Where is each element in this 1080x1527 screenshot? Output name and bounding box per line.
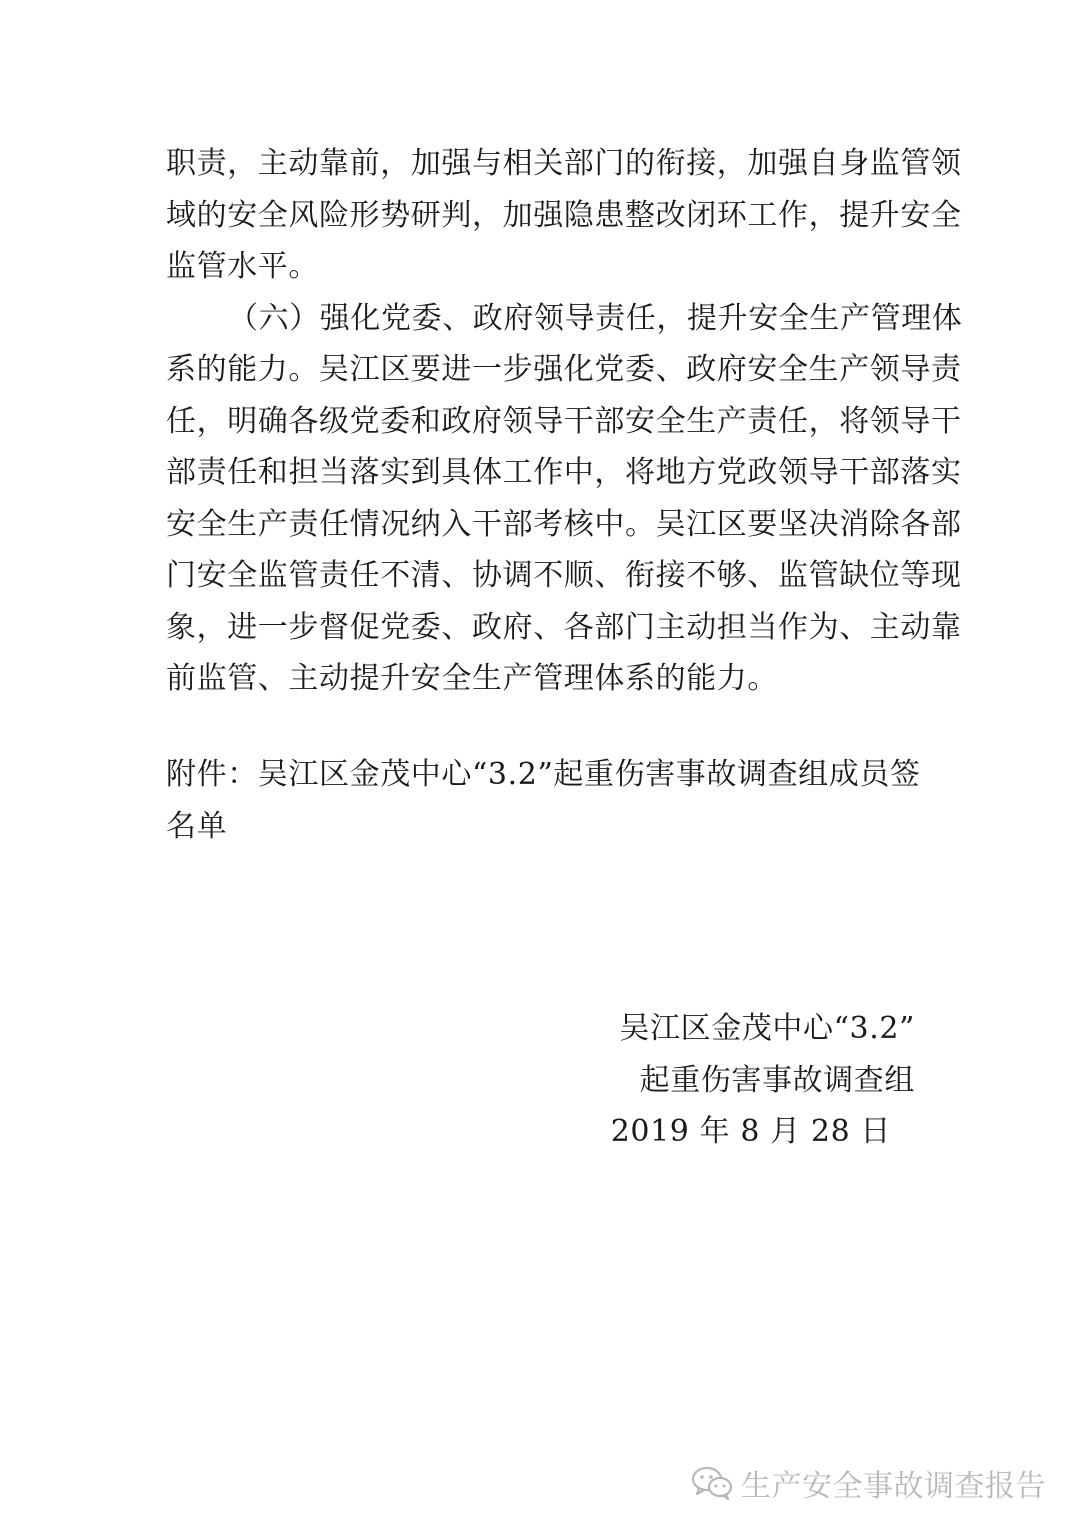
body-line: 前监管、主动提升安全生产管理体系的能力。: [166, 661, 778, 696]
signature-block: [415, 1003, 915, 1158]
wechat-icon: [691, 1465, 733, 1501]
section-heading-line: （六）强化党委、政府领导责任，提升安全生产管理体: [228, 300, 963, 336]
body-line: 系的能力。吴江区要进一步强化党委、政府安全生产领导责: [166, 352, 962, 387]
body-text: [166, 138, 963, 705]
signature-date: 2019 年 8 月 28 日: [610, 1114, 891, 1149]
body-line: 部责任和担当落实到具体工作中，将地方党政领导干部落实: [166, 455, 962, 490]
body-line: 安全生产责任情况纳入干部考核中。吴江区要坚决消除各部: [166, 506, 962, 542]
watermark-text: 生产安全事故调查报告: [741, 1469, 1046, 1504]
body-line: 任，明确各级党委和政府领导干部安全生产责任，将领导干: [166, 403, 962, 439]
attachment-line: 名单: [166, 808, 228, 844]
watermark: [691, 1461, 1046, 1505]
body-line: 象，进一步督促党委、政府、各部门主动担当作为、主动靠: [166, 609, 962, 645]
body-line: 域的安全风险形势研判，加强隐患整改闭环工作，提升安全: [166, 197, 962, 233]
body-line: 门安全监管责任不清、协调不顺、衔接不够、监管缺位等现: [166, 558, 962, 593]
attachment-note: [166, 749, 926, 852]
body-line: 监管水平。: [166, 249, 319, 284]
body-line: 职责，主动靠前，加强与相关部门的衔接，加强自身监管领: [166, 146, 962, 181]
attachment-line: 附件：吴江区金茂中心“3.2”起重伤害事故调查组成员签: [166, 757, 921, 792]
signature-org-line: 起重伤害事故调查组: [639, 1062, 915, 1098]
signature-org-line: 吴江区金茂中心“3.2”: [619, 1011, 915, 1046]
